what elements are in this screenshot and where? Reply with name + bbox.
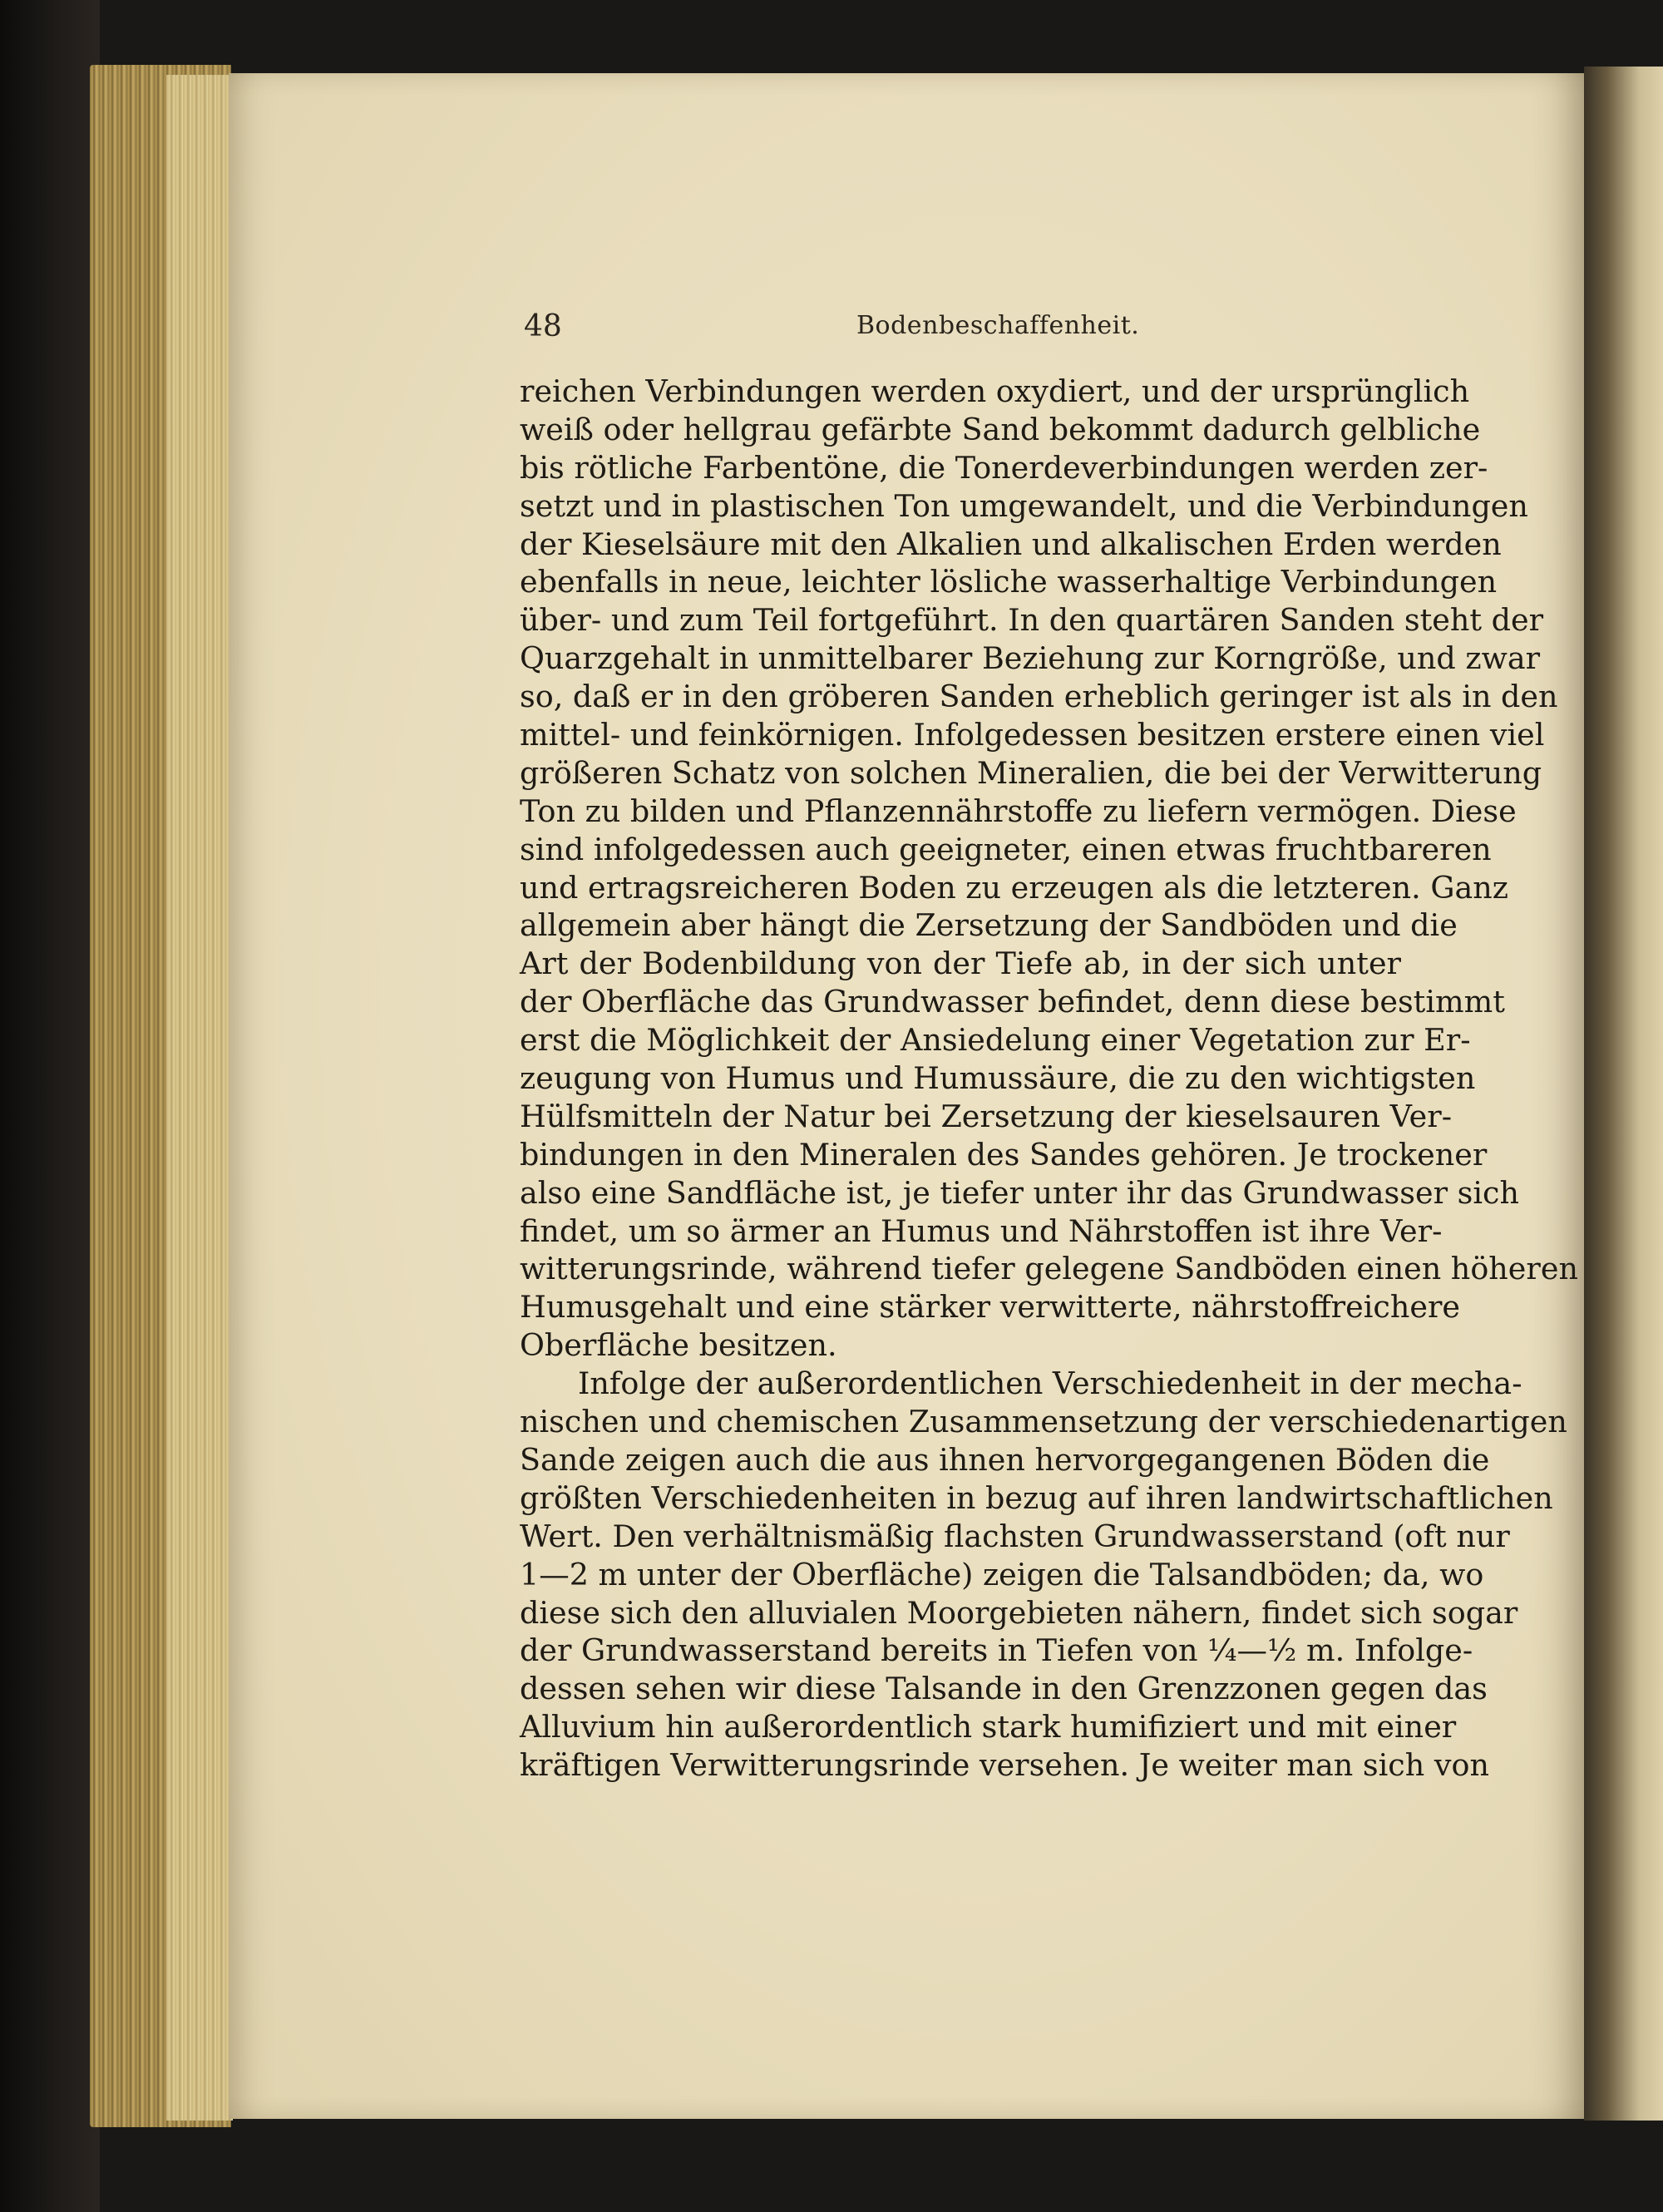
text-line: also eine Sandfläche ist, je tiefer unter ihr das Grundwasser sich <box>520 1174 1520 1211</box>
book-binding <box>0 0 100 2212</box>
text-line: sind infolgedessen auch geeigneter, einen etwas fruchtbareren <box>520 831 1492 867</box>
text-line: so, daß er in den gröberen Sanden erheblich geringer ist als in den <box>520 679 1558 715</box>
text-line: witterungsrinde, während tiefer gelegene Sandböden einen höheren <box>520 1251 1578 1287</box>
text-line: findet, um so ärmer an Humus und Nährstoffen ist ihre Ver- <box>520 1212 1443 1249</box>
text-line: Infolge der außerordentlichen Verschiedenheit in der mecha- <box>578 1365 1522 1402</box>
text-line: Hülfsmitteln der Natur bei Zersetzung der kieselsauren Ver- <box>520 1098 1453 1134</box>
text-line: bis rötliche Farbentöne, die Tonerdeverbindungen werden zer- <box>520 449 1488 486</box>
text-line: diese sich den alluvialen Moorgebieten nähern, findet sich sogar <box>520 1594 1518 1631</box>
page-header <box>524 309 1397 351</box>
running-head: Bodenbeschaffenheit. <box>856 311 1140 340</box>
text-line: ebenfalls in neue, leichter lösliche wasserhaltige Verbindungen <box>520 564 1498 600</box>
text-line: größten Verschiedenheiten in bezug auf ihren landwirtschaftlichen <box>520 1479 1553 1516</box>
text-line: der Oberfläche das Grundwasser befindet, denn diese bestimmt <box>520 984 1505 1020</box>
text-line: über- und zum Teil fortgeführt. In den quartären Sanden steht der <box>520 602 1544 639</box>
text-line: 1—2 m unter der Oberfläche) zeigen die Talsandböden; da, wo <box>520 1556 1484 1592</box>
text-line: dessen sehen wir diese Talsande in den Grenzzonen gegen das <box>520 1671 1488 1707</box>
text-line: reichen Verbindungen werden oxydiert, und der ursprünglich <box>520 373 1470 409</box>
text-line: Quarzgehalt in unmittelbarer Beziehung zur Korngröße, und zwar <box>520 640 1541 677</box>
text-line: der Grundwasserstand bereits in Tiefen von ¼—½ m. Infolge- <box>520 1632 1473 1669</box>
page-number: 48 <box>524 309 562 343</box>
text-line: Oberfläche besitzen. <box>520 1327 837 1364</box>
text-line: erst die Möglichkeit der Ansiedelung einer Vegetation zur Er- <box>520 1022 1471 1059</box>
text-line: bindungen in den Mineralen des Sandes gehören. Je trockener <box>520 1136 1488 1173</box>
text-line: weiß oder hellgrau gefärbte Sand bekommt dadurch gelbliche <box>520 411 1481 447</box>
text-line: Alluvium hin außerordentlich stark humifiziert und mit einer <box>520 1709 1457 1745</box>
page-edges-inner <box>166 75 233 2121</box>
text-line: setzt und in plastischen Ton umgewandelt, und die Verbindungen <box>520 487 1528 524</box>
text-line: der Kieselsäure mit den Alkalien und alkalischen Erden werden <box>520 526 1502 562</box>
text-line: allgemein aber hängt die Zersetzung der Sandböden und die <box>520 907 1458 944</box>
text-line: größeren Schatz von solchen Mineralien, die bei der Verwitterung <box>520 754 1542 791</box>
text-line: zeugung von Humus und Humussäure, die zu den wichtigsten <box>520 1060 1476 1097</box>
text-line: Art der Bodenbildung von der Tiefe ab, in der sich unter <box>520 946 1401 982</box>
body-text <box>520 373 1578 1785</box>
facing-page-edge <box>1584 67 1663 2121</box>
text-line: kräftigen Verwitterungsrinde versehen. Je weiter man sich von <box>520 1747 1489 1784</box>
text-line: und ertragsreicheren Boden zu erzeugen als die letzteren. Ganz <box>520 869 1508 906</box>
text-line: nischen und chemischen Zusammensetzung der verschiedenartigen <box>520 1404 1567 1440</box>
text-line: Ton zu bilden und Pflanzennährstoffe zu liefern vermögen. Diese <box>520 792 1517 829</box>
text-line: Humusgehalt und eine stärker verwitterte, nährstoffreichere <box>520 1289 1461 1326</box>
text-line: mittel- und feinkörnigen. Infolgedessen besitzen erstere einen viel <box>520 717 1545 753</box>
text-line: Sande zeigen auch die aus ihnen hervorgegangenen Böden die <box>520 1441 1490 1478</box>
text-line: Wert. Den verhältnismäßig flachsten Grundwasserstand (oft nur <box>520 1518 1510 1554</box>
